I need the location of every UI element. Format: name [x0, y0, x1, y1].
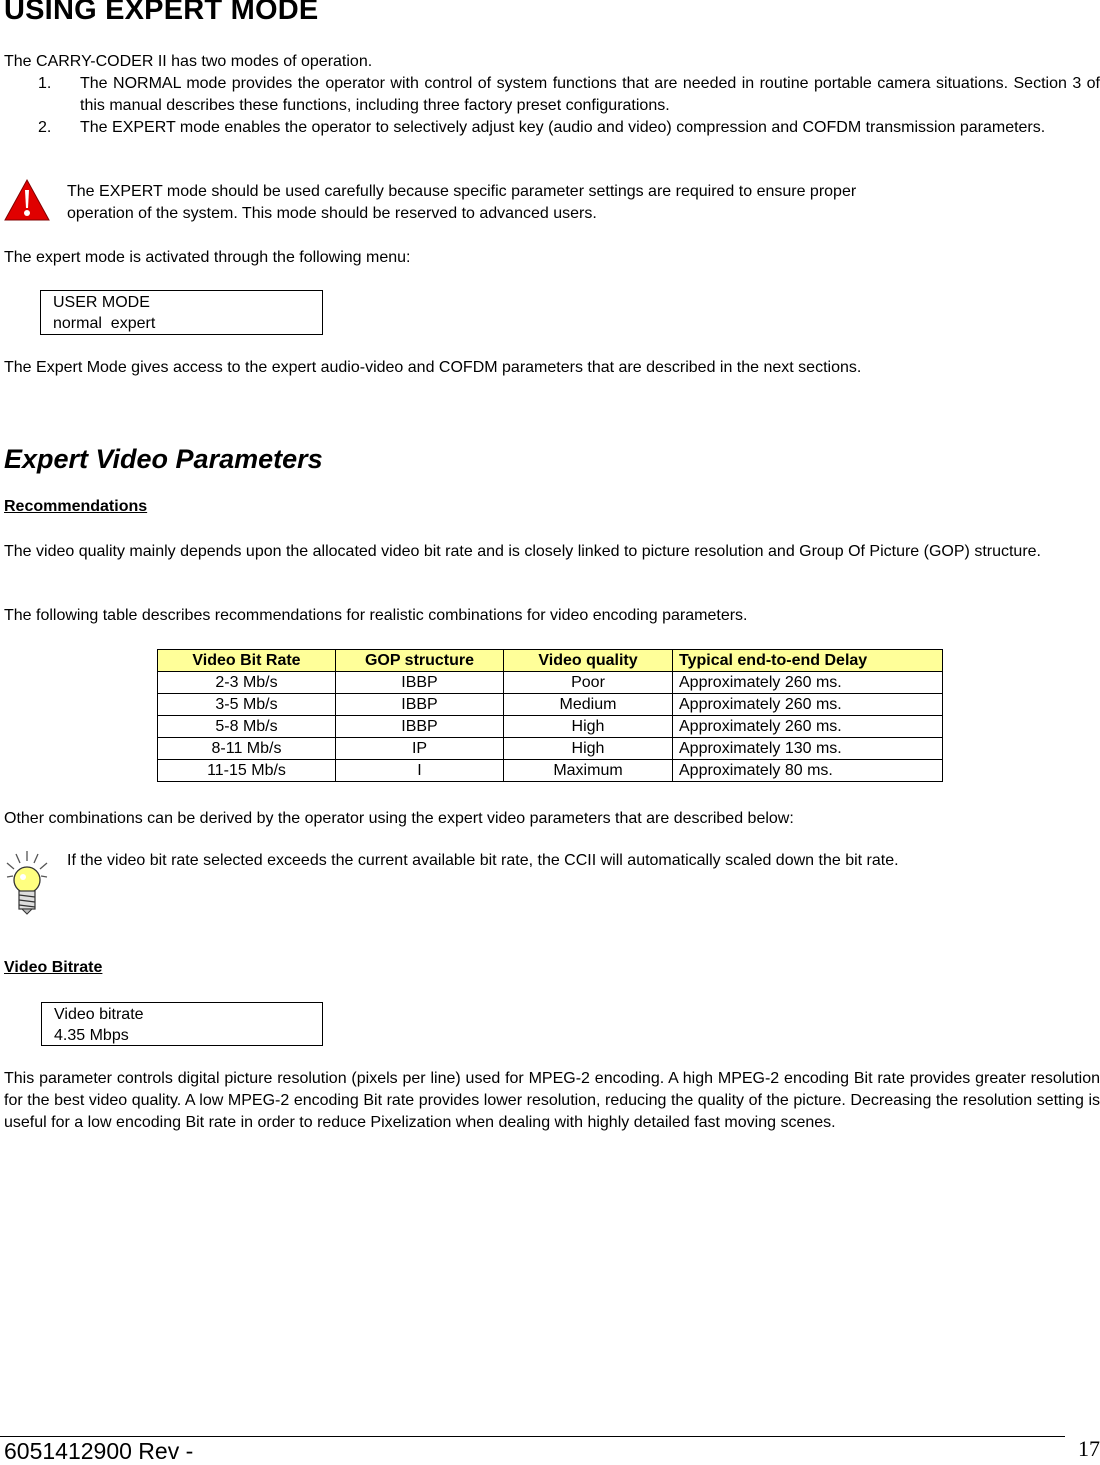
recommendations-table [157, 649, 943, 782]
column-header: Typical end-to-end Delay [673, 650, 943, 672]
table-row [158, 760, 943, 782]
table-cell: 2-3 Mb/s [158, 672, 336, 694]
table-cell: Poor [504, 672, 673, 694]
lightbulb-icon [4, 850, 50, 916]
table-cell: 8-11 Mb/s [158, 738, 336, 760]
list-number: 2. [38, 119, 52, 136]
menu-options: normal expert [53, 315, 156, 332]
video-bitrate-menu-box [41, 1002, 323, 1046]
page-number: 17 [1078, 1436, 1100, 1461]
page-title: USING EXPERT MODE [4, 0, 319, 26]
column-header: Video quality [504, 650, 673, 672]
table-cell: Medium [504, 694, 673, 716]
warning-line-2: operation of the system. This mode should be reserved to advanced users. [67, 205, 597, 222]
mode-list-item-normal [38, 73, 1100, 117]
table-header-row [158, 650, 943, 672]
list-number: 1. [38, 75, 52, 92]
table-intro-text: The following table describes recommendations for realistic combinations for video encoding parameters. [4, 607, 748, 624]
table-cell: 5-8 Mb/s [158, 716, 336, 738]
menu-title: Video bitrate [54, 1006, 144, 1023]
table-row [158, 716, 943, 738]
warning-triangle-icon [4, 178, 50, 222]
mode-list-item-expert [38, 117, 1100, 139]
quality-text: The video quality mainly depends upon the allocated video bit rate and is closely linked to picture resolution and Group Of Picture (GOP) structure. [4, 543, 1041, 560]
activation-text: The expert mode is activated through the following menu: [4, 249, 411, 266]
recommendations-heading: Recommendations [4, 498, 148, 515]
table-cell: Approximately 80 ms. [673, 760, 943, 782]
table-cell: Approximately 130 ms. [673, 738, 943, 760]
column-header: Video Bit Rate [158, 650, 336, 672]
user-mode-menu-box [40, 290, 323, 335]
table-row [158, 738, 943, 760]
table-cell: Maximum [504, 760, 673, 782]
tip-text: If the video bit rate selected exceeds the current available bit rate, the CCII will automatically scaled down the bit rate. [67, 852, 899, 869]
document-number: 6051412900 Rev - [4, 1438, 194, 1464]
table-cell: Approximately 260 ms. [673, 694, 943, 716]
video-bitrate-heading: Video Bitrate [4, 959, 103, 976]
intro-text: The CARRY-CODER II has two modes of operation. [4, 53, 373, 70]
section-title: Expert Video Parameters [4, 444, 323, 474]
column-header: GOP structure [336, 650, 504, 672]
table-cell: Approximately 260 ms. [673, 672, 943, 694]
table-cell: IBBP [336, 672, 504, 694]
table-cell: High [504, 716, 673, 738]
table-row [158, 672, 943, 694]
table-cell: I [336, 760, 504, 782]
warning-line-1: The EXPERT mode should be used carefully because specific parameter settings are required to ensure proper [67, 183, 857, 200]
table-cell: IBBP [336, 694, 504, 716]
table-cell: Approximately 260 ms. [673, 716, 943, 738]
table-row [158, 694, 943, 716]
table-cell: 11-15 Mb/s [158, 760, 336, 782]
menu-value: 4.35 Mbps [54, 1027, 129, 1044]
list-text: The EXPERT mode enables the operator to selectively adjust key (audio and video) compression and COFDM transmission parameters. [80, 119, 1046, 136]
table-cell: High [504, 738, 673, 760]
menu-title: USER MODE [53, 294, 150, 311]
table-cell: 3-5 Mb/s [158, 694, 336, 716]
other-combinations-text: Other combinations can be derived by the operator using the expert video parameters that are described below: [4, 810, 794, 827]
bitrate-description: This parameter controls digital picture resolution (pixels per line) used for MPEG-2 encoding. A high MPEG-2 encoding Bit rate provides greater resolution for the best video quality. A low MPEG-2 encoding Bit rate provides lower resolution, reducing the quality of the picture. Decreasing the resolution setting is useful for a low encoding Bit rate in order to reduce Pixelization when dealing with highly detailed fast moving scenes. [4, 1070, 1100, 1131]
access-text: The Expert Mode gives access to the expert audio-video and COFDM parameters that are described in the next sections. [4, 359, 862, 376]
table-cell: IP [336, 738, 504, 760]
list-text: The NORMAL mode provides the operator with control of system functions that are needed in routine portable camera situations. Section 3 of this manual describes these functions, including three factory preset configurations. [80, 75, 1100, 114]
footer-divider [0, 1436, 1065, 1437]
table-cell: IBBP [336, 716, 504, 738]
